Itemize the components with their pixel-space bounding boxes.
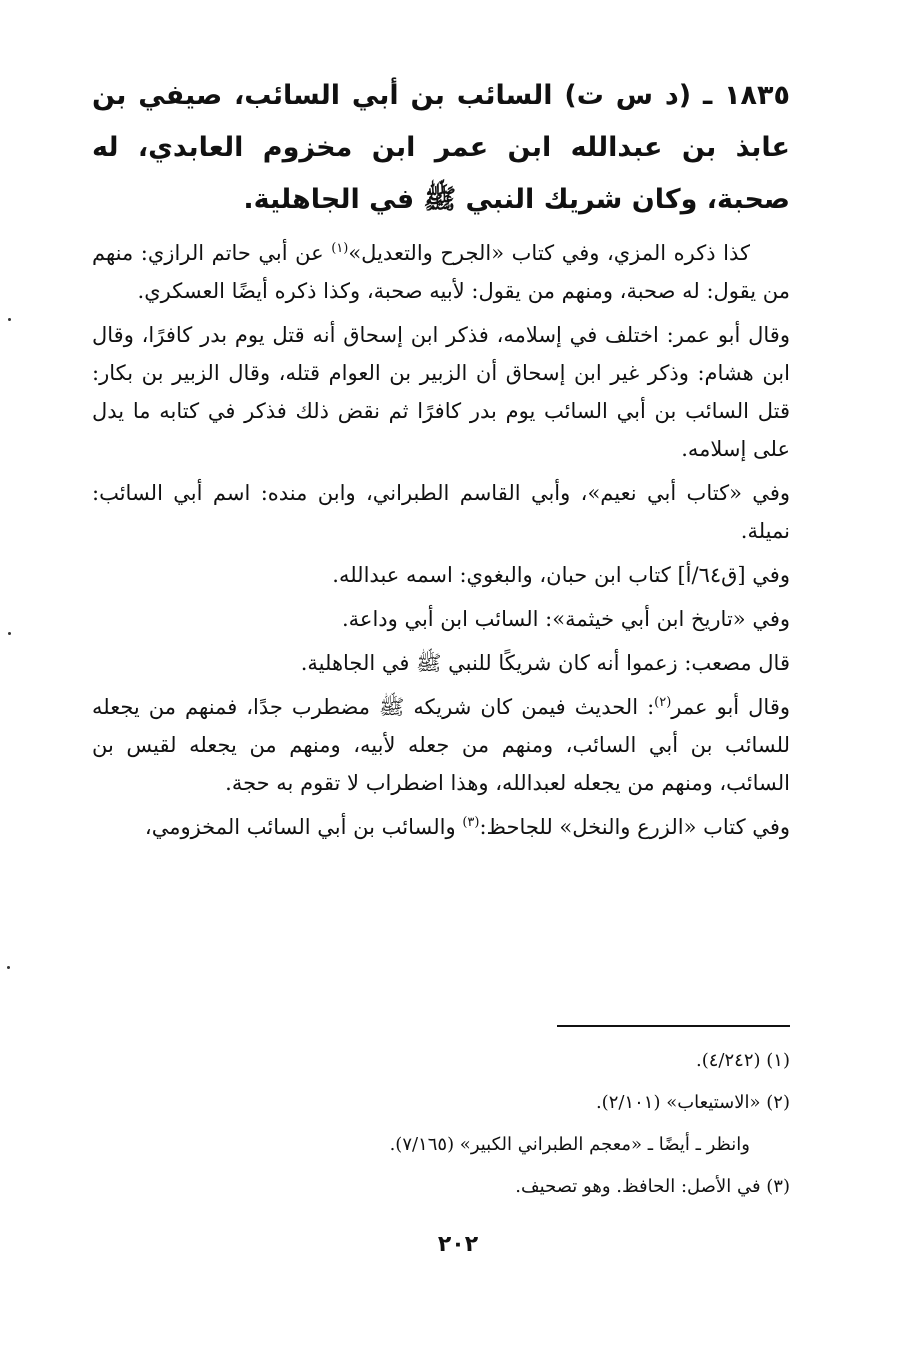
paragraph bbox=[92, 644, 790, 682]
entry-heading: ١٨٣٥ ـ (د س ت) السائب بن أبي السائب، صيفي بن عابذ بن عبدالله ابن عمر ابن مخزوم العابدي، له صحبة، وكان شريك النبي ﷺ في الجاهلية. bbox=[92, 80, 790, 215]
footnote: (٢) «الاستيعاب» (٢/١٠١). bbox=[595, 1092, 790, 1113]
footnote-marker: (٣) bbox=[462, 815, 480, 830]
paragraph-text: كذا ذكره المزي، وفي كتاب «الجرح والتعديل» bbox=[348, 241, 750, 265]
paragraph-text: وفي كتاب «الزرع والنخل» للجاحظ: bbox=[479, 815, 790, 839]
paragraph-text: وقال أبو عمر: اختلف في إسلامه، فذكر ابن إسحاق أنه قتل يوم بدر كافرًا، وقال ابن هشام: وذكر غير ابن إسحاق أن الزبير بن العوام قتله، وقال الزبير بن بكار: قتل السائب بن أبي السائب يوم بدر كافرًا ثم نقض ذلك فذكر في كتابه ما يدل على إسلامه. bbox=[92, 323, 790, 461]
footnote-separator bbox=[557, 1025, 790, 1027]
paragraph-text: وفي [ق٦٤/أ] كتاب ابن حبان، والبغوي: اسمه عبدالله. bbox=[332, 563, 790, 587]
paragraph bbox=[92, 808, 790, 846]
scan-speck bbox=[7, 966, 10, 969]
scan-speck bbox=[8, 318, 11, 321]
page-number: ٢٠٢ bbox=[437, 1232, 479, 1257]
paragraph bbox=[92, 600, 790, 638]
paragraph-text: وقال أبو عمر bbox=[671, 695, 791, 719]
paragraph-text: : الحديث فيمن كان شريكه ﷺ مضطرب جدًا، فمنهم من يجعله للسائب بن أبي السائب، ومنهم من جعله لأبيه، ومنهم من يجعله لقيس بن السائب، ومنهم من يجعله لعبدالله، وهذا اضطراب لا تقوم به حجة. bbox=[92, 695, 790, 795]
paragraph-text: وفي «كتاب أبي نعيم»، وأبي القاسم الطبراني، وابن منده: اسم أبي السائب: نميلة. bbox=[92, 481, 790, 543]
main-text bbox=[92, 70, 790, 852]
paragraph bbox=[92, 234, 790, 310]
paragraph bbox=[92, 688, 790, 802]
paragraph bbox=[92, 316, 790, 468]
footnote-continuation: وانظر ـ أيضًا ـ «معجم الطبراني الكبير» (٧/١٦٥). bbox=[389, 1134, 750, 1155]
footnote-marker: (١) bbox=[331, 241, 349, 256]
paragraph-text: عن أبي حاتم الرازي: منهم من يقول: له صحبة، ومنهم من يقول: لأبيه صحبة، وكذا ذكره أيضًا العسكري. bbox=[92, 241, 790, 303]
footnote: (١) (٤/٢٤٢). bbox=[696, 1050, 790, 1071]
paragraph-text: وفي «تاريخ ابن أبي خيثمة»: السائب ابن أبي وداعة. bbox=[341, 607, 790, 631]
footnote-marker: (٢) bbox=[654, 695, 672, 710]
paragraph-text: والسائب بن أبي السائب المخزومي، bbox=[144, 815, 463, 839]
scan-speck bbox=[8, 632, 11, 635]
paragraph-text: قال مصعب: زعموا أنه كان شريكًا للنبي ﷺ في الجاهلية. bbox=[300, 651, 790, 675]
paragraph bbox=[92, 474, 790, 550]
footnotes bbox=[92, 1040, 790, 1208]
paragraph bbox=[92, 556, 790, 594]
footnote: (٣) في الأصل: الحافظ. وهو تصحيف. bbox=[515, 1176, 790, 1197]
